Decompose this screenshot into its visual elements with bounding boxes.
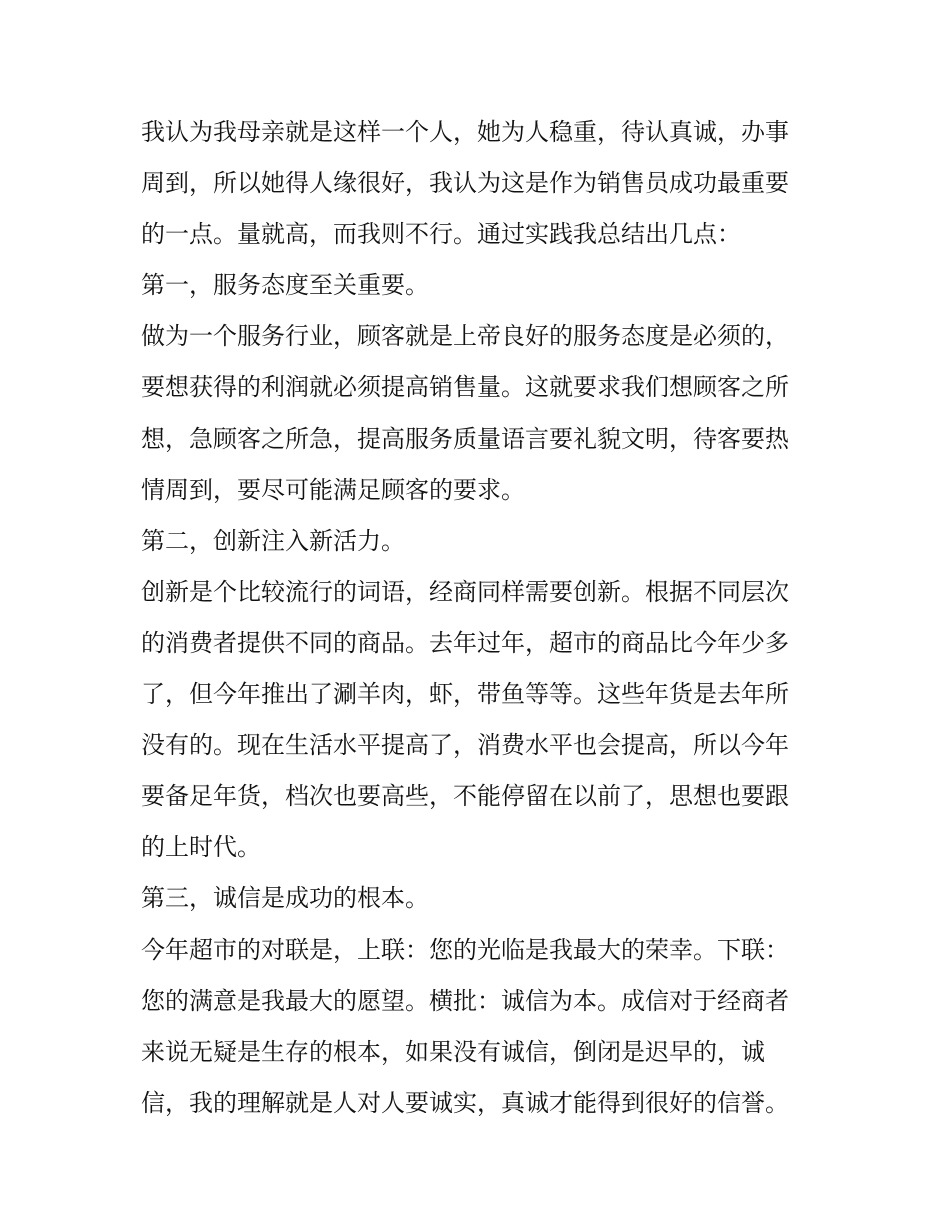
text-line: 要备足年货，档次也要高些，不能停留在以前了，思想也要跟 — [141, 782, 789, 811]
text-line: 今年超市的对联是，上联：您的光临是我最大的荣幸。下联： — [141, 935, 789, 964]
text-line: 要想获得的利润就必须提高销售量。这就要求我们想顾客之所 — [141, 373, 789, 402]
section-heading: 第二，创新注入新活力。 — [141, 526, 405, 555]
text-line: 情周到，要尽可能满足顾客的要求。 — [141, 475, 525, 504]
section-heading: 第三，诚信是成功的根本。 — [141, 884, 429, 913]
text-line: 的一点。量就高，而我则不行。通过实践我总结出几点： — [141, 220, 741, 249]
text-line: 我认为我母亲就是这样一个人，她为人稳重，待认真诚，办事 — [141, 118, 789, 146]
text-line: 的消费者提供不同的商品。去年过年，超市的商品比今年少多 — [141, 628, 789, 657]
text-line: 没有的。现在生活水平提高了，消费水平也会提高，所以今年 — [141, 731, 789, 760]
text-line: 信，我的理解就是人对人要诚实，真诚才能得到很好的信誉。 — [141, 1088, 789, 1117]
body-text — [141, 107, 821, 1129]
text-line: 的上时代。 — [141, 833, 261, 862]
text-line: 做为一个服务行业，顾客就是上帝良好的服务态度是必须的， — [141, 322, 789, 351]
text-line: 了，但今年推出了涮羊肉，虾，带鱼等等。这些年货是去年所 — [141, 680, 789, 709]
text-line: 想，急顾客之所急，提高服务质量语言要礼貌文明，待客要热 — [141, 424, 789, 453]
text-line: 来说无疑是生存的根本，如果没有诚信，倒闭是迟早的，诚 — [141, 1037, 765, 1066]
section-heading: 第一，服务态度至关重要。 — [141, 271, 429, 300]
text-line: 创新是个比较流行的词语，经商同样需要创新。根据不同层次 — [141, 577, 789, 606]
text-line: 周到，所以她得人缘很好，我认为这是作为销售员成功最重要 — [141, 169, 789, 198]
text-line: 您的满意是我最大的愿望。横批：诚信为本。成信对于经商者 — [141, 986, 789, 1015]
